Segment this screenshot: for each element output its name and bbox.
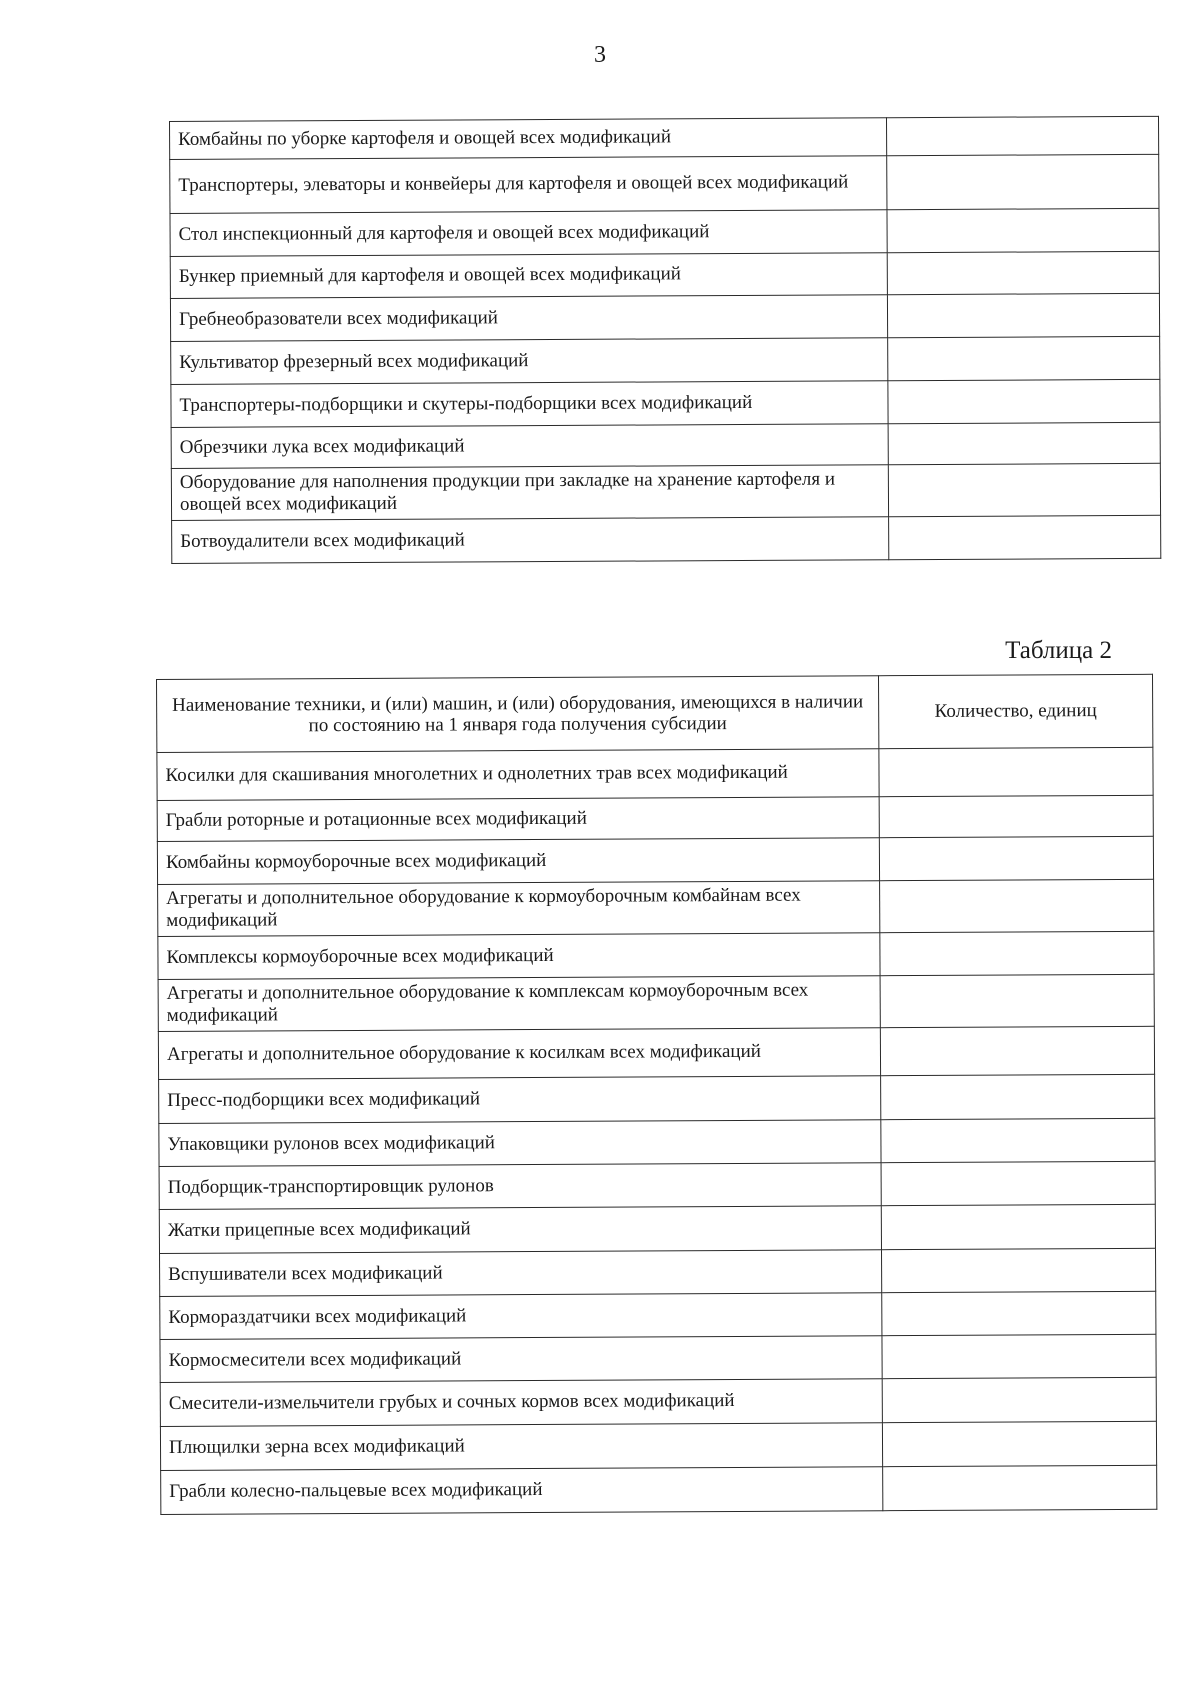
quantity-cell (887, 208, 1159, 252)
quantity-cell (887, 251, 1159, 294)
table-row (160, 1291, 1156, 1339)
quantity-cell (879, 795, 1153, 837)
table-row (172, 515, 1161, 563)
quantity-cell (881, 1161, 1155, 1205)
quantity-cell (881, 1204, 1155, 1249)
quantity-cell (882, 1377, 1156, 1422)
table-row (170, 293, 1159, 341)
equipment-table-continued (169, 116, 1161, 564)
quantity-cell (881, 1248, 1155, 1292)
table-row (161, 1465, 1157, 1514)
equipment-name-cell: Транспортеры-подборщики и скутеры-подборщики всех модификаций (171, 381, 888, 428)
table-row (159, 1204, 1155, 1253)
table-row (159, 1118, 1155, 1166)
table-row (160, 1377, 1156, 1426)
table1-body (170, 116, 1161, 563)
equipment-name-cell: Подборщик-транспортировщик рулонов (159, 1163, 881, 1210)
equipment-name-cell: Комбайны по уборке картофеля и овощей всех модификаций (170, 118, 887, 160)
table-caption: Таблица 2 (1005, 637, 1112, 664)
table-row (159, 1074, 1155, 1123)
equipment-name-cell: Комплексы кормоуборочные всех модификаций (158, 933, 880, 980)
quantity-cell (882, 1421, 1156, 1466)
equipment-name-cell: Кормораздатчики всех модификаций (160, 1293, 882, 1340)
equipment-name-cell: Смесители-измельчители грубых и сочных кормов всех модификаций (160, 1379, 882, 1427)
table-row (157, 836, 1153, 884)
page-number: 3 (594, 42, 606, 68)
quantity-cell (887, 154, 1159, 209)
quantity-cell (881, 1118, 1155, 1162)
table-header-row (157, 674, 1153, 752)
equipment-name-cell: Кормосмесители всех модификаций (160, 1336, 882, 1383)
table-row (160, 1248, 1156, 1296)
table-row (158, 879, 1154, 936)
table-row (160, 1334, 1156, 1382)
table-row (170, 154, 1159, 213)
quantity-cell (888, 336, 1160, 380)
quantity-cell (880, 931, 1154, 975)
quantity-cell (888, 422, 1160, 464)
equipment-table-2 (156, 674, 1157, 1515)
table-row (157, 795, 1153, 841)
quantity-cell (881, 1074, 1155, 1119)
table-row (160, 1421, 1156, 1470)
table-row (171, 463, 1160, 520)
quantity-cell (882, 1291, 1156, 1335)
quantity-cell (886, 116, 1158, 155)
equipment-name-cell: Бункер приемный для картофеля и овощей всех модификаций (170, 253, 887, 299)
table-row (170, 208, 1159, 256)
table-row (170, 116, 1159, 159)
quantity-cell (880, 879, 1154, 932)
table-row (171, 336, 1160, 384)
header-name-cell: Наименование техники, и (или) машин, и (или) оборудования, имеющихся в наличии по состоянию на 1 января года получения субсидии (157, 676, 879, 753)
table-row (158, 931, 1154, 979)
equipment-name-cell: Гребнеобразователи всех модификаций (170, 295, 887, 342)
table-row (159, 1161, 1155, 1209)
table-row (171, 422, 1160, 468)
equipment-name-cell: Культиватор фрезерный всех модификаций (171, 338, 888, 385)
table2-body (157, 747, 1157, 1514)
equipment-name-cell: Агрегаты и дополнительное оборудование к комплексам кормоуборочным всех модификаций (158, 976, 880, 1032)
equipment-name-cell: Стол инспекционный для картофеля и овощей всех модификаций (170, 210, 887, 257)
table-row (170, 251, 1159, 298)
equipment-name-cell: Косилки для скашивания многолетних и однолетних трав всех модификаций (157, 749, 879, 801)
equipment-name-cell: Агрегаты и дополнительное оборудование к косилкам всех модификаций (158, 1028, 880, 1080)
quantity-cell (889, 515, 1161, 559)
equipment-name-cell: Комбайны кормоуборочные всех модификаций (157, 838, 879, 885)
table-row (158, 1026, 1154, 1079)
table-row (171, 379, 1160, 427)
quantity-cell (887, 293, 1159, 337)
equipment-name-cell: Плющилки зерна всех модификаций (160, 1423, 882, 1471)
quantity-cell (879, 747, 1153, 796)
equipment-name-cell: Грабли роторные и ротационные всех модификаций (157, 797, 879, 842)
equipment-name-cell: Транспортеры, элеваторы и конвейеры для картофеля и овощей всех модификаций (170, 156, 887, 214)
quantity-cell (880, 1026, 1154, 1075)
quantity-cell (883, 1465, 1157, 1510)
equipment-name-cell: Обрезчики лука всех модификаций (171, 424, 888, 469)
equipment-name-cell: Агрегаты и дополнительное оборудование к кормоуборочным комбайнам всех модификаций (158, 881, 880, 937)
equipment-name-cell: Пресс-подборщики всех модификаций (159, 1076, 881, 1124)
equipment-name-cell: Грабли колесно-пальцевые всех модификаций (161, 1467, 883, 1515)
equipment-name-cell: Ботвоудалители всех модификаций (172, 517, 889, 564)
quantity-cell (882, 1334, 1156, 1378)
table-row (157, 747, 1153, 800)
equipment-name-cell: Оборудование для наполнения продукции при закладке на хранение картофеля и овощей всех модификаций (171, 465, 888, 521)
equipment-name-cell: Вспушиватели всех модификаций (160, 1250, 882, 1297)
quantity-cell (888, 379, 1160, 423)
table-row (158, 974, 1154, 1031)
header-qty-cell: Количество, единиц (878, 674, 1152, 748)
equipment-name-cell: Упаковщики рулонов всех модификаций (159, 1120, 881, 1167)
quantity-cell (888, 463, 1160, 516)
quantity-cell (879, 836, 1153, 880)
quantity-cell (880, 974, 1154, 1027)
equipment-name-cell: Жатки прицепные всех модификаций (159, 1206, 881, 1254)
